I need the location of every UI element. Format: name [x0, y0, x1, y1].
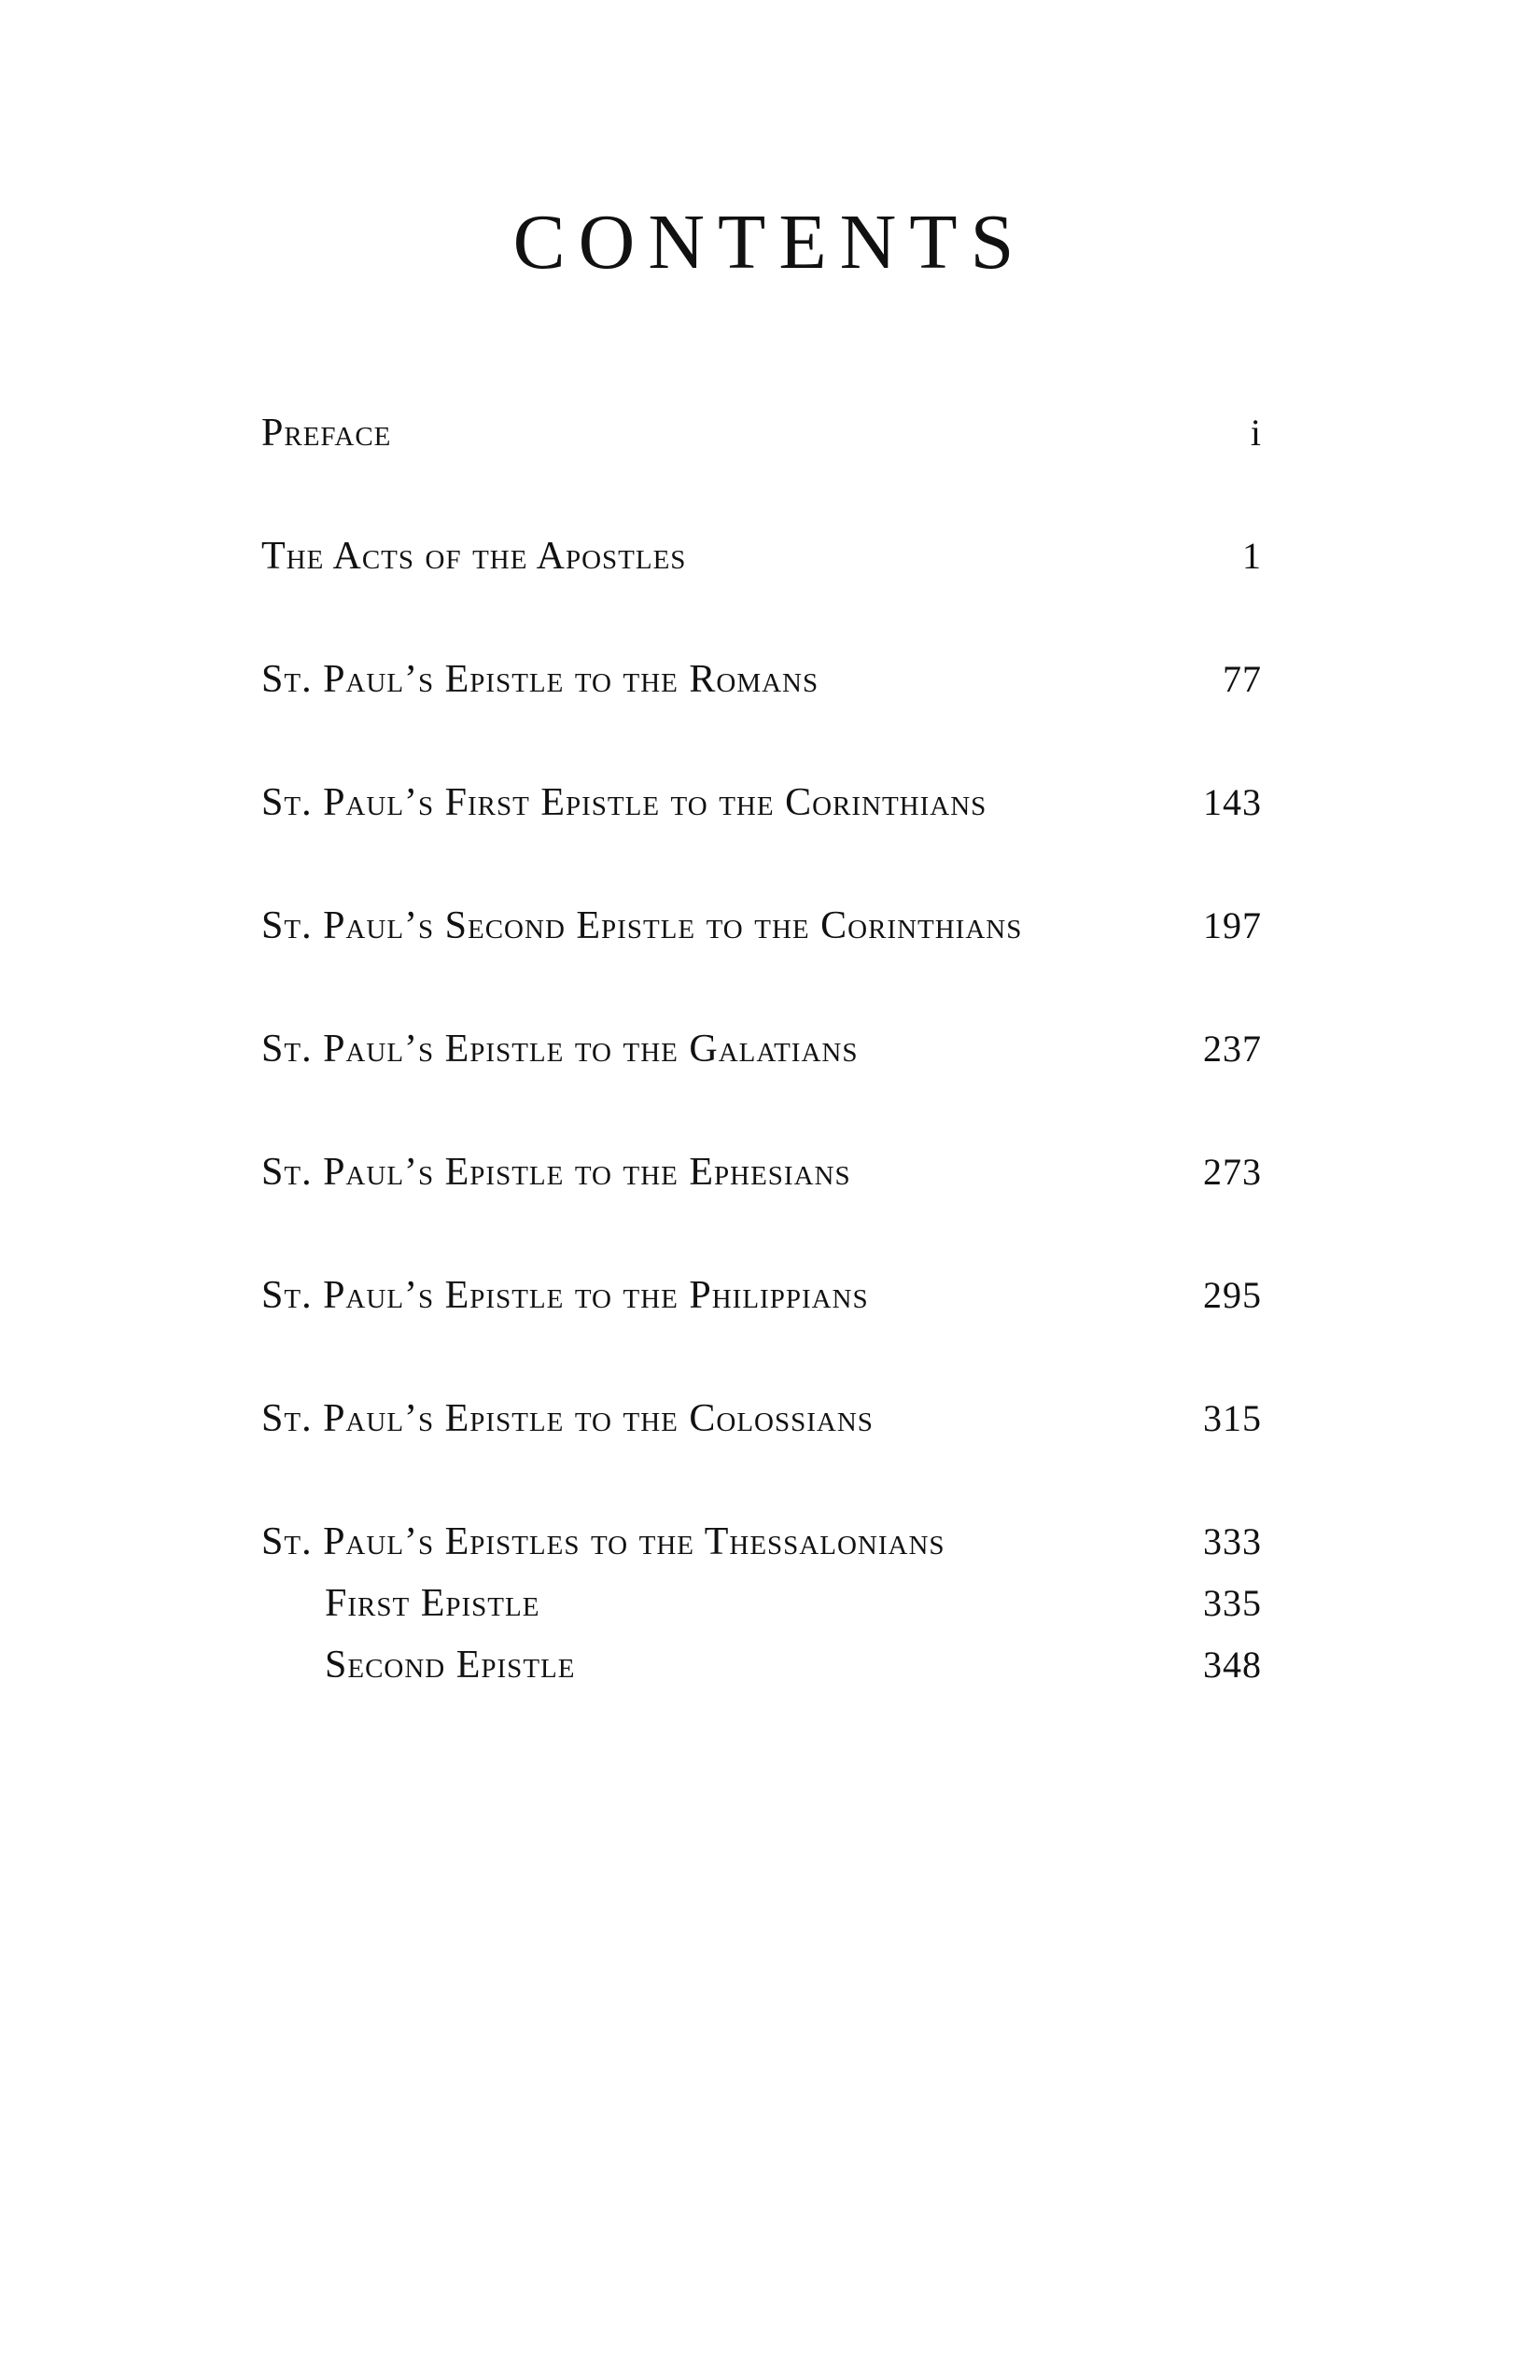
toc-entry-label: St. Paul’s Epistle to the Philippians	[261, 1274, 869, 1317]
toc-entry-page: 197	[1203, 904, 1262, 946]
toc-entry-2-corinthians[interactable]	[261, 903, 1262, 1027]
toc-group-thessalonians	[261, 1519, 1262, 1704]
toc-entry-ephesians[interactable]	[261, 1150, 1262, 1273]
toc-entry-label: St. Paul’s Second Epistle to the Corinthians	[261, 904, 1023, 947]
toc-entry-label: St. Paul’s Epistle to the Romans	[261, 658, 819, 701]
page-title: CONTENTS	[512, 199, 1028, 286]
toc-subentry-second-epistle[interactable]	[261, 1643, 1262, 1704]
toc-entry-page: 143	[1203, 781, 1262, 823]
toc-entry-page: 315	[1203, 1397, 1262, 1439]
toc-entry-page: i	[1250, 412, 1262, 454]
toc-entry-thessalonians[interactable]	[261, 1519, 1262, 1581]
toc-entry-galatians[interactable]	[261, 1027, 1262, 1150]
toc-entry-label: St. Paul’s Epistle to the Galatians	[261, 1028, 859, 1071]
toc-entry-label: St. Paul’s First Epistle to the Corinthians	[261, 781, 987, 824]
toc-entry-label: St. Paul’s Epistle to the Colossians	[261, 1397, 874, 1440]
toc-entry-label: St. Paul’s Epistles to the Thessalonians	[261, 1520, 945, 1563]
toc-entry-preface[interactable]	[261, 411, 1262, 534]
toc-entry-label: Second Epistle	[325, 1644, 576, 1687]
toc-entry-romans[interactable]	[261, 657, 1262, 780]
toc-entry-acts[interactable]	[261, 534, 1262, 657]
toc-subentry-first-epistle[interactable]	[261, 1581, 1262, 1643]
toc-entry-label: First Epistle	[325, 1582, 540, 1625]
toc-entry-page: 1	[1242, 535, 1262, 577]
toc-entry-page: 333	[1203, 1520, 1262, 1562]
toc-entry-label: The Acts of the Apostles	[261, 535, 687, 578]
toc-entry-page: 348	[1203, 1644, 1262, 1686]
toc-entry-colossians[interactable]	[261, 1396, 1262, 1519]
table-of-contents	[261, 411, 1262, 1704]
toc-entry-page: 77	[1223, 658, 1262, 700]
toc-entry-label: St. Paul’s Epistle to the Ephesians	[261, 1151, 851, 1194]
toc-entry-page: 335	[1203, 1582, 1262, 1624]
toc-entry-page: 273	[1203, 1151, 1262, 1193]
toc-entry-page: 237	[1203, 1028, 1262, 1070]
toc-entry-1-corinthians[interactable]	[261, 780, 1262, 903]
toc-entry-page: 295	[1203, 1274, 1262, 1316]
toc-entry-label: Preface	[261, 412, 392, 455]
toc-entry-philippians[interactable]	[261, 1273, 1262, 1396]
